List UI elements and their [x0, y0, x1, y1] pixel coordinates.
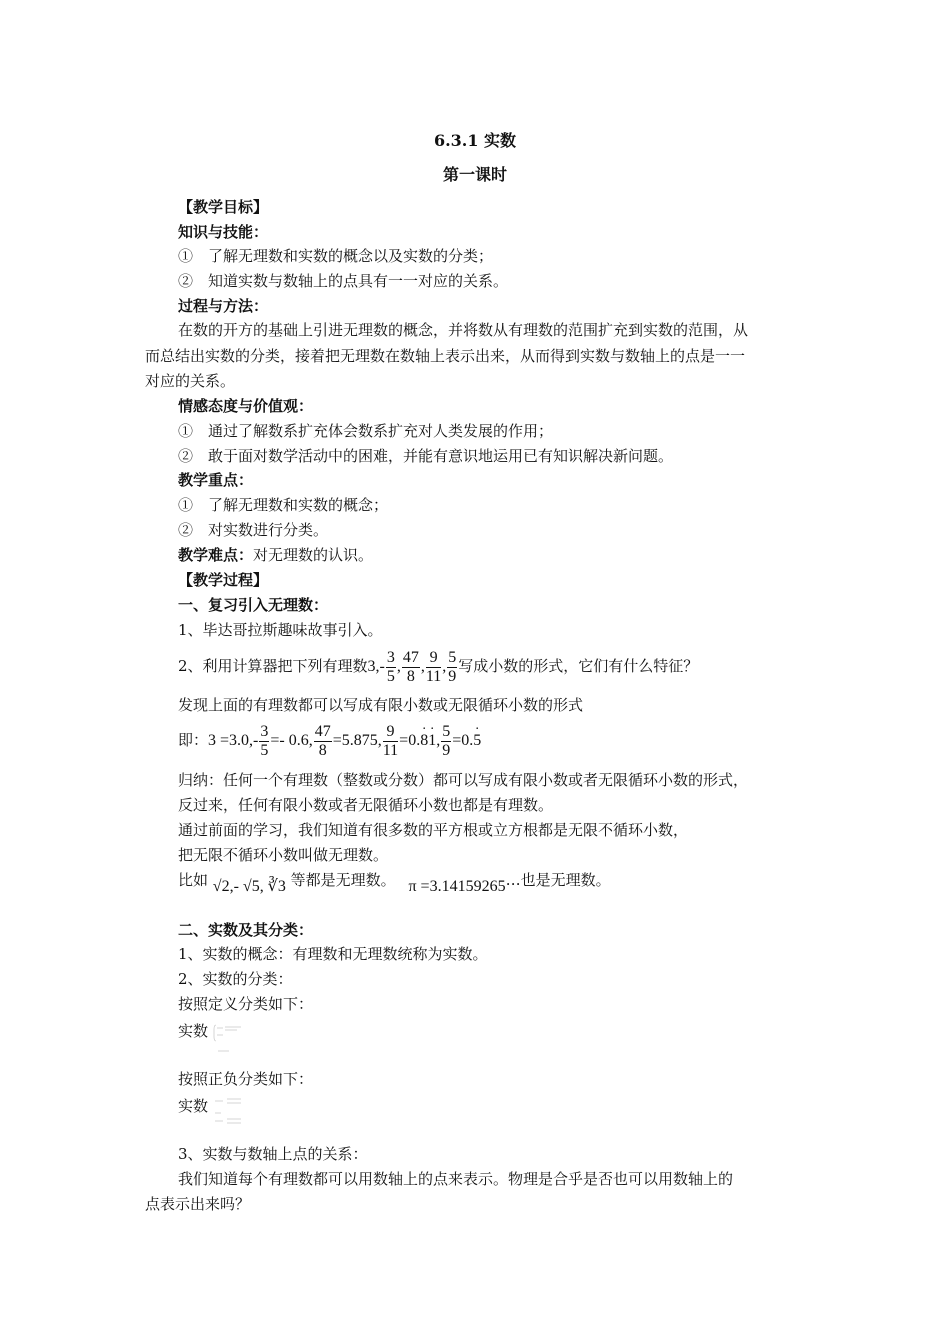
section-2-line: 按照定义分类如下：	[178, 995, 314, 1013]
teaching-process-header: 【教学过程】	[178, 571, 269, 589]
denominator: 8	[406, 667, 415, 685]
eq-part: =- 0.6,	[270, 732, 313, 749]
eq-part: =0.	[399, 732, 421, 749]
fraction	[441, 723, 451, 760]
classification-by-sign	[178, 1096, 245, 1130]
section-2-line: 1、实数的概念：有理数和无理数统称为实数。	[178, 945, 488, 963]
attitude-header: 情感态度与价值观：	[178, 397, 314, 415]
process-text: 在数的开方的基础上引进无理数的概念，并将数从有理数的范围扩充到实数的范围，从	[178, 321, 749, 339]
fraction	[386, 649, 396, 686]
denominator: 9	[448, 667, 457, 685]
knowledge-item: ① 了解无理数和实数的概念以及实数的分类；	[178, 247, 494, 265]
math-three: 3,-	[367, 658, 385, 675]
process-header: 过程与方法：	[178, 297, 269, 315]
real-number-label: 实数	[178, 1097, 209, 1115]
rational-list-line	[178, 644, 698, 689]
examples-mid: 等都是无理数。	[290, 871, 396, 889]
eq-part: 3 =3.0,-	[208, 732, 259, 749]
pi-value: π =3.14159265	[408, 878, 506, 895]
irrational-examples-line	[178, 870, 611, 895]
repeating-digit: · 8	[420, 719, 428, 763]
section-2-line: 按照正负分类如下：	[178, 1070, 314, 1088]
fraction	[314, 723, 332, 760]
numerator: 5	[448, 648, 457, 666]
repeating-digit: · 1	[428, 719, 436, 763]
rational-list-intro: 2、利用计算器把下列有理数	[178, 657, 368, 675]
key-item: ① 了解无理数和实数的概念；	[178, 496, 389, 514]
section-1-line: 发现上面的有理数都可以写成有限小数或无限循环小数的形式	[178, 696, 584, 714]
fraction	[259, 723, 269, 760]
difficulty-label: 教学难点：	[178, 546, 254, 564]
key-item: ② 对实数进行分类。	[178, 521, 329, 539]
real-number-label: 实数	[178, 1022, 209, 1040]
comma: ,	[420, 658, 425, 675]
numerator: 3	[260, 722, 269, 740]
section-2-line: 2、实数的分类：	[178, 970, 293, 988]
eq-part	[399, 732, 440, 749]
section-2-line: 我们知道每个有理数都可以用数轴上的点来表示。物理是合乎是否也可以用数轴上的	[178, 1170, 734, 1188]
section-2-line: 3、实数与数轴上点的关系：	[178, 1145, 368, 1163]
comma: ,	[436, 732, 441, 749]
key-header: 教学重点：	[178, 471, 254, 489]
eq-part	[452, 732, 481, 749]
classification-by-definition	[178, 1021, 245, 1055]
difficulty-text: 对无理数的认识。	[253, 546, 374, 564]
numerator: 47	[402, 648, 419, 666]
doc-subtitle: 第一课时	[442, 165, 507, 184]
process-text: 对应的关系。	[145, 372, 236, 390]
knowledge-header: 知识与技能：	[178, 223, 269, 241]
fraction	[383, 723, 398, 760]
comma: ,	[442, 658, 447, 675]
attitude-item: ② 敢于面对数学活动中的困难，并能有意识地运用已有知识解决新问题。	[178, 447, 674, 465]
section-1-line: 1、毕达哥拉斯趣味故事引入。	[178, 621, 383, 639]
section-1-header: 一、复习引入无理数：	[178, 596, 329, 614]
numerator: 5	[442, 722, 451, 740]
section-2-line: 点表示出来吗？	[145, 1195, 251, 1213]
denominator: 5	[260, 741, 269, 759]
denominator: 11	[425, 667, 442, 685]
section-2-header: 二、实数及其分类：	[178, 921, 314, 939]
knowledge-item: ② 知道实数与数轴上的点具有一一对应的关系。	[178, 272, 509, 290]
difficulty-line	[178, 545, 373, 565]
eq-part: =0.	[452, 732, 474, 749]
section-1-line: 把无限不循环小数叫做无理数。	[178, 846, 389, 864]
rational-list-question: 写成小数的形式，它们有什么特征？	[458, 657, 699, 675]
section-1-line: 反过来，任何有限小数或者无限循环小数也都是有理数。	[178, 796, 554, 814]
goals-header: 【教学目标】	[178, 198, 269, 216]
attitude-item: ① 通过了解数系扩充体会数系扩充对人类发展的作用；	[178, 422, 554, 440]
fraction	[402, 649, 420, 686]
examples-intro: 比如	[178, 871, 209, 889]
doc-title: 6.3.1 实数	[433, 131, 517, 150]
numerator: 9	[383, 723, 398, 742]
fraction	[426, 649, 441, 686]
fraction	[447, 649, 457, 686]
repeating-digit: · 5	[473, 719, 481, 763]
denominator: 8	[318, 741, 327, 759]
equation-line	[178, 718, 481, 763]
classification-diagram-icon	[213, 1096, 245, 1130]
comma: ,	[396, 658, 401, 675]
numerator: 47	[314, 722, 331, 740]
process-text: 而总结出实数的分类，接着把无理数在数轴上表示出来，从而得到实数与数轴上的点是一一	[145, 347, 746, 365]
numerator: 9	[426, 649, 441, 668]
denominator: 5	[386, 667, 395, 685]
denominator: 11	[382, 741, 399, 759]
section-1-line: 归纳：任何一个有理数（整数或分数）都可以写成有限小数或者无限循环小数的形式，	[178, 771, 749, 789]
classification-diagram-icon	[213, 1021, 245, 1055]
examples-end: …也是无理数。	[505, 871, 611, 889]
section-1-line: 通过前面的学习，我们知道有很多数的平方根或立方根都是无限不循环小数，	[178, 821, 689, 839]
numerator: 3	[386, 648, 395, 666]
root-examples: √2,- √5, ∛3	[212, 878, 286, 895]
eq-part: =5.875,	[332, 732, 382, 749]
denominator: 9	[442, 741, 451, 759]
equation-label: 即：	[178, 731, 209, 749]
